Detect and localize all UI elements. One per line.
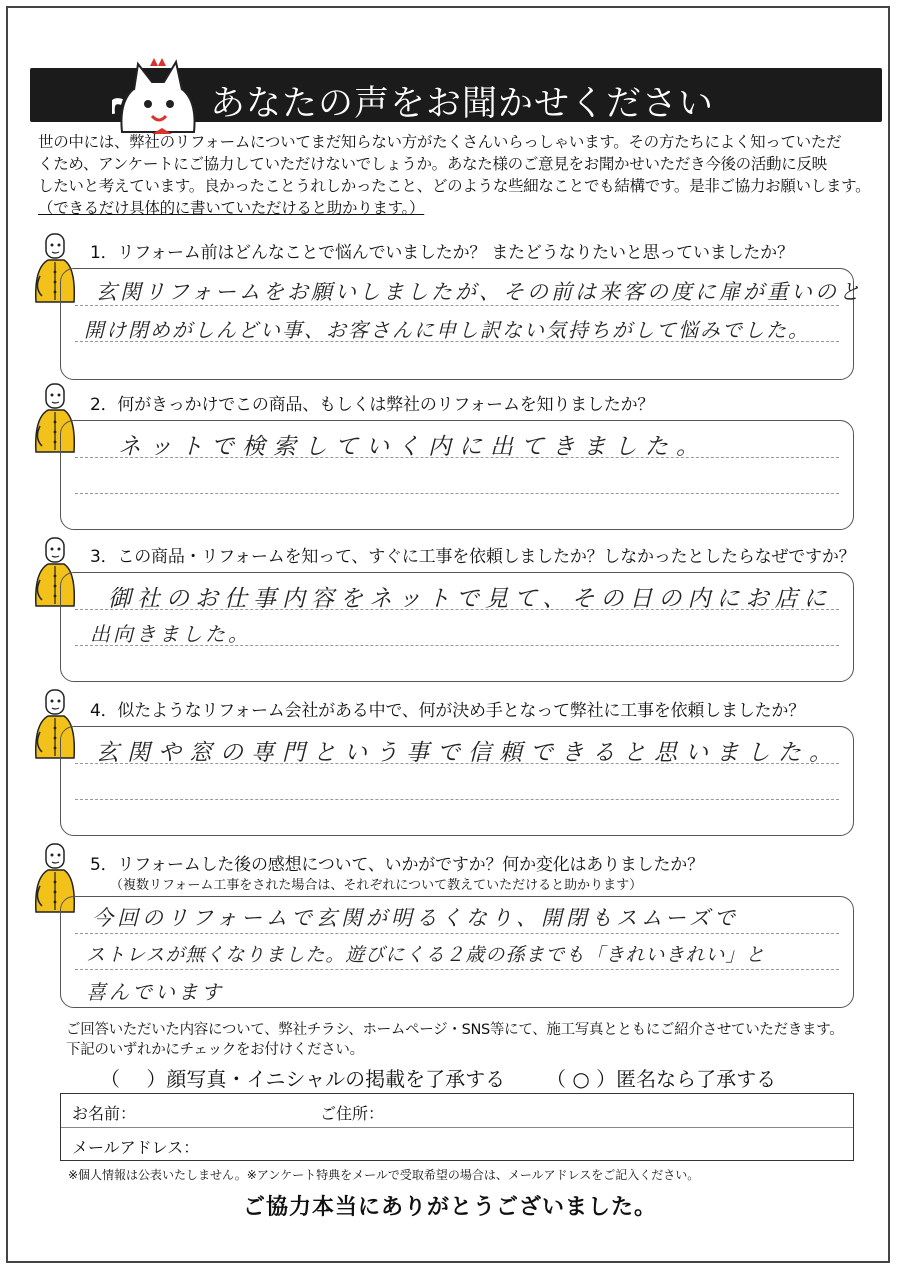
intro-line: （できるだけ具体的に書いていただけると助かります。） bbox=[38, 199, 425, 217]
intro-line: くため、アンケートにご協力していただけないでしょうか。あなた様のご意見をお聞かせいただき今後の活動に反映 bbox=[38, 155, 827, 173]
answer-line bbox=[75, 933, 839, 934]
question-3-label: 3．この商品・リフォームを知って、すぐに工事を依頼しましたか？しなかったとしたらなぜですか？ bbox=[90, 547, 856, 567]
thanks-message: ご協力本当にありがとうございました。 bbox=[242, 1195, 657, 1220]
form-divider bbox=[61, 1127, 853, 1128]
cat-mascot-icon bbox=[112, 54, 204, 134]
notice-line-1: ご回答いただいた内容について、弊社チラシ、ホームページ・SNS等にて、施工写真とともにご紹介させていただきます。 bbox=[66, 1022, 844, 1038]
answer-1-line-1: 玄関リフォームをお願いしましたが、その前は来客の度に扉が重いのと bbox=[96, 280, 863, 304]
privacy-footnote: ※個人情報は公表いたしません。※アンケート特典をメールで受取希望の場合は、メールアドレスをご記入ください。 bbox=[68, 1168, 700, 1182]
answer-5-line-1: 今回のリフォームで玄関が明るくなり、開閉もスムーズで bbox=[92, 906, 739, 930]
intro-line: 世の中には、弊社のリフォームについてまだ知らない方がたくさんいらっしゃいます。その方たちによく知っていただ bbox=[38, 133, 842, 151]
email-field-label[interactable]: メールアドレス： bbox=[72, 1138, 200, 1157]
consent-option-anonymous[interactable]: （ ○ ）匿名なら了承する bbox=[546, 1067, 777, 1091]
question-5-note: （複数リフォーム工事をされた場合は、それぞれについて教えていただけると助かります） bbox=[110, 878, 643, 893]
answer-line bbox=[75, 799, 839, 800]
question-1-label: 1．リフォーム前はどんなことで悩んでいましたか？ またどうなりたいと思っていましたか？ bbox=[90, 243, 794, 263]
answer-4-line-1: 玄関や窓の専門という事で信頼できると思いました。 bbox=[96, 740, 840, 766]
notice-line-2: 下記のいずれかにチェックをお付けください。 bbox=[66, 1042, 364, 1058]
question-4-label: 4．似たようなリフォーム会社がある中で、何が決め手となって弊社に工事を依頼しましたか？ bbox=[90, 701, 806, 721]
consent-option-photo[interactable]: （ ）顔写真・イニシャルの掲載を了承する bbox=[100, 1067, 506, 1091]
answer-3-line-2: 出向きました。 bbox=[90, 622, 251, 646]
question-2-label: 2．何がきっかけでこの商品、もしくは弊社のリフォームを知りましたか？ bbox=[90, 395, 655, 415]
answer-line bbox=[75, 969, 839, 970]
answer-5-line-2: ストレスが無くなりました。遊びにくる２歳の孫までも「きれいきれい」と bbox=[86, 944, 766, 966]
intro-line: したいと考えています。良かったことうれしかったこと、どのような些細なことでも結構です。是非ご協力お願いします。 bbox=[38, 177, 871, 195]
answer-1-line-2: 開け閉めがしんどい事、お客さんに申し訳ない気持ちがして悩みでした。 bbox=[84, 318, 810, 342]
question-5-label: 5．リフォームした後の感想について、いかがですか？何か変化はありましたか？ bbox=[90, 855, 704, 875]
answer-line bbox=[75, 493, 839, 494]
address-field-label[interactable]: ご住所： bbox=[320, 1104, 385, 1123]
intro-text bbox=[38, 131, 888, 219]
answer-5-line-3: 喜んでいます bbox=[86, 980, 224, 1004]
answer-2-line-1: ネットで検索していく内に出てきました。 bbox=[118, 434, 707, 460]
answer-3-line-1: 御社のお仕事内容をネットで見て、その日の内にお店に bbox=[108, 586, 833, 612]
page-title: あなたの声をお聞かせください bbox=[210, 84, 715, 124]
name-field-label[interactable]: お名前： bbox=[72, 1104, 137, 1123]
